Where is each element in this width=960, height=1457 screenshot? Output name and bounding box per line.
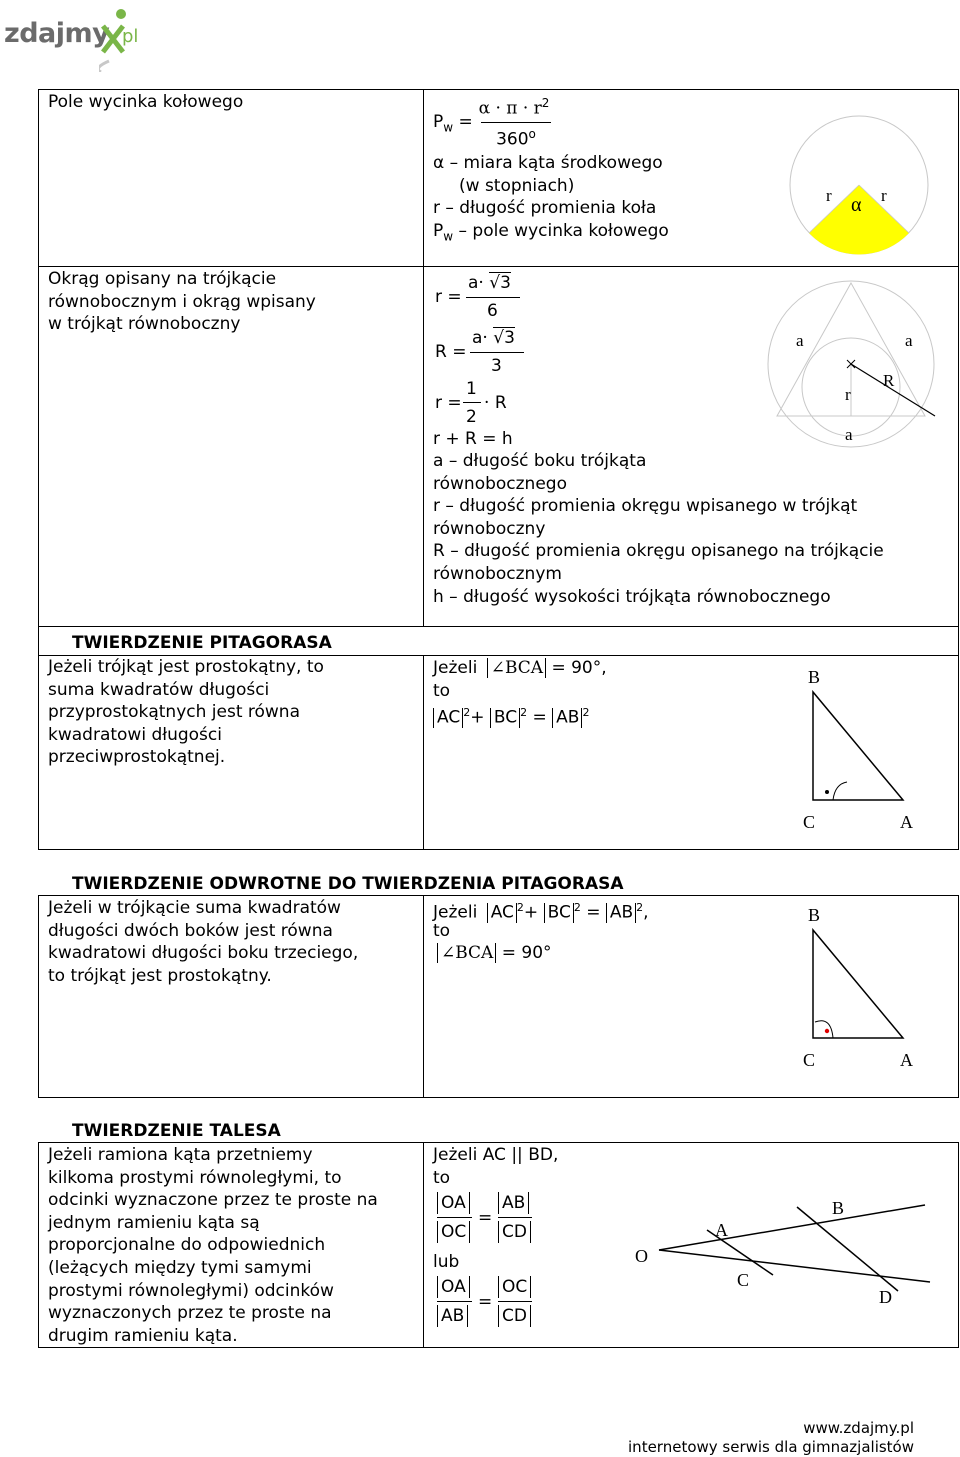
converse-result: ∠BCA = 90° — [433, 942, 552, 964]
thales-f1-eq: = — [478, 1208, 493, 1228]
thales-f2-den2: CD — [498, 1305, 531, 1327]
tri-r-label: r — [845, 385, 851, 404]
sector-r-right-label: r — [881, 186, 887, 205]
half-formula-lhs: r = — [435, 393, 462, 413]
footer-url[interactable]: www.zdajmy.pl — [803, 1419, 914, 1437]
pythagoras-text: Jeżeli trójkąt jest prostokątny, to suma kwadratów długości przyprostokątnych jest równa kwadratowi długości przeciwprostokątnej. — [48, 657, 324, 768]
r-formula-num: a· √3 — [468, 273, 511, 293]
thales-O-label: O — [635, 1246, 648, 1266]
tri-a-right-label: a — [905, 331, 913, 350]
converse-condition: Jeżeli AC $^2$+ BC $^2$ = AB $^2$, — [433, 901, 649, 923]
thales-f2-den: AB — [437, 1305, 468, 1327]
thales-f2-num2: OC — [498, 1276, 531, 1298]
sector-alpha-label: α — [851, 194, 862, 216]
site-logo[interactable] — [4, 4, 164, 74]
circles-definitions: a – długość boku trójkąta równobocznego r – długość promienia okręgu wpisanego w trójkąt równoboczny R – długość promienia okręgu opisanego na trójkącie równobocznym h – długość wysokości trójkąta równobocznego — [433, 451, 884, 607]
pythagoras-heading: TWIERDZENIE PITAGORASA — [72, 633, 332, 653]
conv-C-label: C — [803, 1050, 816, 1070]
thales-lub: lub — [433, 1252, 460, 1272]
triangle-circles-figure — [765, 270, 960, 450]
sector-formula: $P_w$ = — [433, 112, 473, 135]
half-formula-rhs: · R — [484, 393, 507, 413]
thales-f2-num: OA — [437, 1276, 470, 1298]
thales-C-label: C — [737, 1270, 750, 1290]
sector-formula-denominator: 360$^o$ — [496, 127, 536, 150]
tri-R-label: R — [883, 371, 895, 390]
thales-to: to — [433, 1168, 451, 1188]
sector-r-left-label: r — [826, 186, 832, 205]
footer — [628, 1419, 914, 1457]
sector-legend-alpha: α – miara kąta środkowego — [433, 153, 663, 173]
thales-A-label: A — [715, 1220, 728, 1240]
thales-f1-den: OC — [437, 1221, 470, 1243]
conv-A-label: A — [900, 1050, 913, 1070]
converse-text: Jeżeli w trójkącie suma kwadratów długości dwóch boków jest równa kwadratowi długości boku trzeciego, to trójkąt jest prostokątny. — [48, 898, 359, 986]
half-formula-num: 1 — [466, 379, 477, 399]
R-formula-lhs: R = — [435, 342, 467, 362]
logo-text: zdajmy — [4, 18, 110, 49]
R-formula-num: a· √3 — [472, 328, 515, 348]
half-formula-den: 2 — [466, 407, 477, 427]
pyth-B-label: B — [808, 667, 821, 687]
pythagoras-condition: Jeżeli ∠BCA = 90°, — [433, 658, 607, 678]
converse-figure — [795, 898, 935, 1073]
thales-B-label: B — [832, 1198, 845, 1218]
sector-legend-pw: $P_w$ – pole wycinka kołowego — [433, 221, 669, 244]
thales-f2-eq: = — [478, 1292, 493, 1312]
pythagoras-to: to — [433, 681, 451, 701]
sector-legend-alpha-cont: (w stopniach) — [459, 176, 575, 196]
thales-text: Jeżeli ramiona kąta przetniemy kilkoma prostymi równoległymi, to odcinki wyznaczone przez te proste na jednym ramieniu kąta są proporcjonalne do odpowiednich (leżących między tymi samymi prostymi równoległymi) odcinków wyznaczonych przez te proste na drugim ramieniu kąta. — [48, 1145, 378, 1346]
tri-a-bottom-label: a — [845, 425, 853, 444]
converse-to: to — [433, 921, 451, 941]
conv-B-label: B — [808, 905, 821, 925]
pythagoras-equation: AC $^2$+ BC $^2$ = AB $^2$ — [433, 702, 589, 729]
sector-legend-r: r – długość promienia koła — [433, 198, 657, 218]
sector-formula-numerator: $\alpha \cdot \pi \cdot r^2$ — [478, 96, 550, 119]
circles-title: Okrąg opisany na trójkącie równobocznym i okrąg wpisany w trójkąt równoboczny — [48, 269, 316, 335]
thales-D-label: D — [879, 1287, 892, 1307]
thales-f1-num: OA — [437, 1192, 470, 1214]
r-formula-den: 6 — [487, 301, 498, 321]
sector-area-title: Pole wycinka kołowego — [48, 92, 244, 112]
thales-figure — [625, 1170, 950, 1320]
tri-a-left-label: a — [796, 331, 804, 350]
pyth-C-label: C — [803, 812, 816, 832]
sector-figure — [780, 115, 940, 255]
thales-f1-den2: CD — [498, 1221, 531, 1243]
footer-tagline: internetowy serwis dla gimnazjalistów — [628, 1438, 914, 1456]
thales-condition: Jeżeli AC || BD, — [433, 1145, 559, 1165]
thales-f1-num2: AB — [498, 1192, 529, 1214]
logo-suffix: pl — [122, 26, 139, 47]
pythagoras-figure — [795, 662, 935, 837]
thales-heading: TWIERDZENIE TALESA — [72, 1121, 281, 1141]
sum-formula: r + R = h — [433, 429, 513, 449]
pyth-A-label: A — [900, 812, 913, 832]
R-formula-den: 3 — [491, 356, 502, 376]
converse-heading: TWIERDZENIE ODWROTNE DO TWIERDZENIA PITAGORASA — [72, 874, 624, 894]
r-formula-lhs: r = — [435, 287, 462, 307]
